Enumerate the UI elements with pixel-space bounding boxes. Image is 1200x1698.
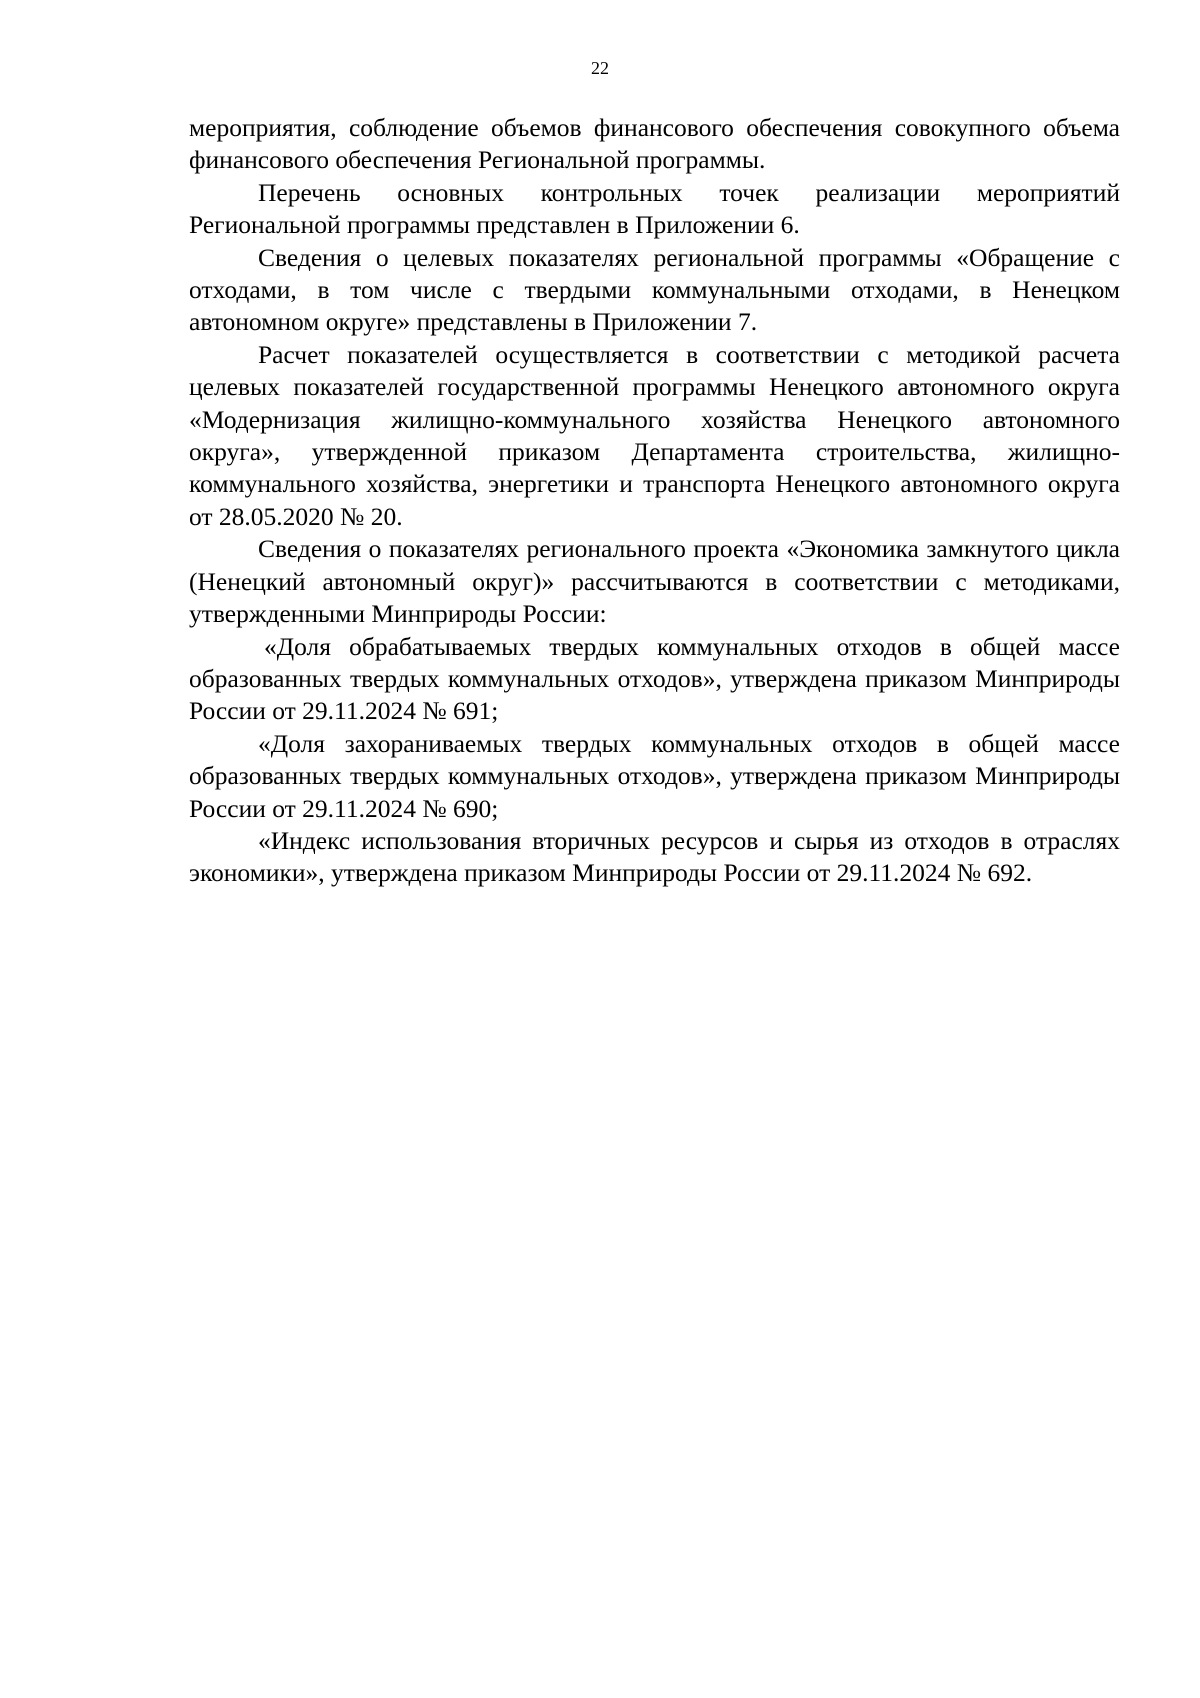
page-number: 22 [591,58,609,78]
paragraph-buried-waste-share: «Доля захораниваемых твердых коммунальных отходов в общей массе образованных твердых коммунальных отходов», утверждена приказом Минприроды России от 29.11.2024 № 690; [189,728,1120,823]
document-body [189,112,1120,890]
paragraph-processed-waste-share: «Доля обрабатываемых твердых коммунальных отходов в общей массе образованных твердых коммунальных отходов», утверждена приказом Минприроды России от 29.11.2024 № 691; [189,631,1120,726]
paragraph-secondary-resources-index: «Индекс использования вторичных ресурсов и сырья из отходов в отраслях экономики», утверждена приказом Минприроды России от 29.11.2024 № 692. [189,825,1120,888]
paragraph-continuation: мероприятия, соблюдение объемов финансового обеспечения совокупного объема финансового обеспечения Региональной программы. [189,113,1120,175]
paragraph-control-points: Перечень основных контрольных точек реализации мероприятий Региональной программы представлен в Приложении 6. [189,177,1120,240]
paragraph-calculation-method: Расчет показателей осуществляется в соответствии с методикой расчета целевых показателей государственной программы Ненецкого автономного округа «Модернизация жилищно-коммунального хозяйства Ненецкого автономного округа», утвержденной приказом Департамента строительства, жилищно-коммунального хозяйства, энергетики и транспорта Ненецкого автономного округа от 28.05.2020 № 20. [189,339,1120,531]
paragraph-target-indicators: Сведения о целевых показателях региональной программы «Обращение с отходами, в том числе с твердыми коммунальными отходами, в Ненецком автономном округе» представлены в Приложении 7. [189,242,1120,337]
paragraph-regional-project: Сведения о показателях регионального проекта «Экономика замкнутого цикла (Ненецкий автономный округ)» рассчитываются в соответствии с методиками, утвержденными Минприроды России: [189,534,1120,629]
